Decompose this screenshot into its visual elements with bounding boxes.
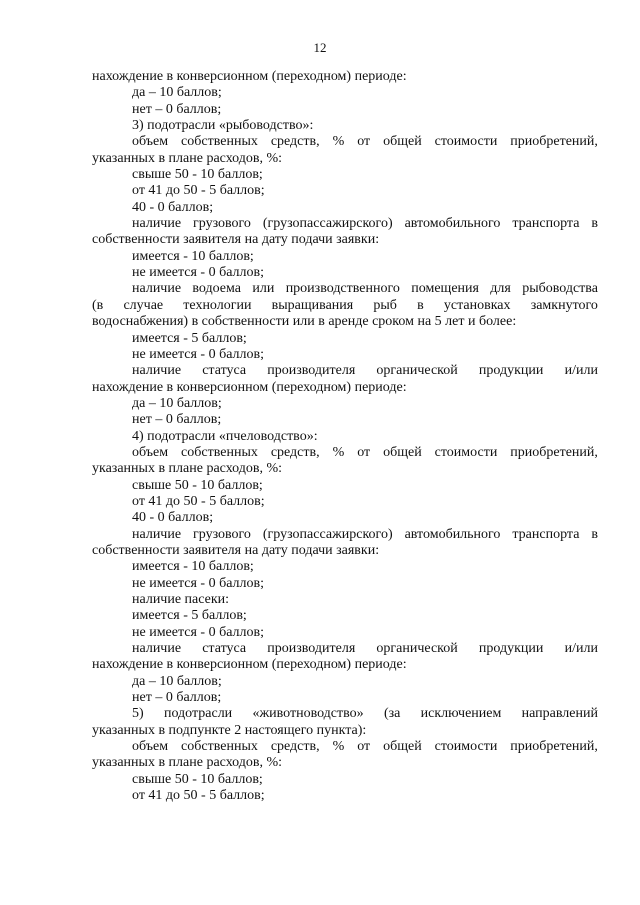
word: средств, (270, 134, 320, 150)
word: продукции (478, 641, 544, 657)
word: наличие (132, 363, 182, 379)
word: в (591, 216, 598, 232)
word: органической (376, 363, 458, 379)
word: приобретений, (510, 134, 598, 150)
text-line: указанных в плане расходов, %: (92, 150, 283, 166)
word: стоимости (434, 444, 498, 460)
word: производственного (285, 281, 400, 297)
text-line: да – 10 баллов; (132, 673, 222, 689)
text-line: 4) подотрасли «пчеловодство»: (132, 428, 318, 444)
word: транспорта (512, 216, 580, 232)
word: общей (383, 739, 422, 755)
text-line: нахождение в конверсионном (переходном) периоде: (92, 69, 407, 84)
text-line (92, 706, 598, 722)
text-line: указанных в плане расходов, %: (92, 461, 283, 477)
word: производителя (267, 363, 356, 379)
word: собственных (181, 134, 258, 150)
word: автомобильного (404, 526, 501, 542)
text-line: нет – 0 баллов; (132, 101, 222, 117)
text-line: да – 10 баллов; (132, 85, 222, 101)
word: транспорта (512, 526, 580, 542)
word: (в (92, 297, 104, 313)
word: установках (443, 297, 511, 313)
text-line: собственности заявителя на дату подачи заявки: (92, 232, 380, 248)
word: % (332, 444, 345, 460)
word: приобретений, (510, 444, 598, 460)
word: и/или (564, 363, 598, 379)
text-line (92, 641, 598, 657)
word: стоимости (434, 134, 498, 150)
text-line: собственности заявителя на дату подачи заявки: (92, 542, 380, 558)
word: средств, (270, 739, 320, 755)
text-line: не имеется - 0 баллов; (132, 346, 265, 362)
text-line: наличие пасеки: (132, 592, 230, 607)
text-line: нет – 0 баллов; (132, 412, 222, 428)
text-line: 40 - 0 баллов; (132, 510, 214, 526)
document-body (92, 69, 598, 804)
word: от (357, 444, 371, 460)
text-line: нахождение в конверсионном (переходном) периоде: (92, 379, 407, 395)
word: общей (383, 444, 422, 460)
word: органической (376, 641, 458, 657)
text-line: имеется - 10 баллов; (132, 559, 254, 575)
word: «животноводство» (252, 706, 364, 722)
word: подотрасли (163, 706, 233, 722)
text-line (92, 281, 598, 297)
word: собственных (181, 739, 258, 755)
word: технологии (183, 297, 252, 313)
word: объем (132, 134, 169, 150)
word: средств, (270, 444, 320, 460)
text-line: не имеется - 0 баллов; (132, 575, 265, 591)
text-line (92, 739, 598, 755)
text-line: 40 - 0 баллов; (132, 199, 214, 215)
text-line (92, 134, 598, 150)
word: продукции (478, 363, 544, 379)
text-line: имеется - 10 баллов; (132, 248, 254, 264)
word: стоимости (434, 739, 498, 755)
text-line: от 41 до 50 - 5 баллов; (132, 788, 265, 804)
word: собственных (181, 444, 258, 460)
word: объем (132, 444, 169, 460)
text-line: свыше 50 - 10 баллов; (132, 771, 263, 787)
word: случае (123, 297, 164, 313)
text-line: да – 10 баллов; (132, 395, 222, 411)
text-line: не имеется - 0 баллов; (132, 265, 265, 281)
word: 5) (132, 706, 144, 722)
word: водоема (192, 281, 242, 297)
word: для (490, 281, 511, 297)
word: грузового (193, 216, 251, 232)
word: наличие (132, 216, 182, 232)
word: в (417, 297, 424, 313)
word: наличие (132, 641, 182, 657)
word: статуса (202, 363, 247, 379)
word: от (357, 739, 371, 755)
text-line (92, 216, 598, 232)
word: замкнутого (530, 297, 598, 313)
text-line: свыше 50 - 10 баллов; (132, 167, 263, 183)
word: исключением (420, 706, 502, 722)
word: % (332, 739, 345, 755)
word: (грузопассажирского) (262, 216, 393, 232)
text-line (92, 527, 598, 543)
text-line: водоснабжения) в собственности или в аренде сроком на 5 лет и более: (92, 314, 517, 330)
word: общей (383, 134, 422, 150)
word: статуса (202, 641, 247, 657)
word: производителя (267, 641, 356, 657)
word: грузового (193, 526, 251, 542)
text-line (92, 445, 598, 461)
word: или (252, 281, 275, 297)
word: и/или (564, 641, 598, 657)
text-line: 3) подотрасли «рыбоводство»: (132, 118, 314, 134)
word: в (591, 526, 598, 542)
word: приобретений, (510, 739, 598, 755)
word: помещения (411, 281, 479, 297)
word: % (332, 134, 345, 150)
text-line: от 41 до 50 - 5 баллов; (132, 183, 265, 199)
text-line: нахождение в конверсионном (переходном) периоде: (92, 657, 407, 673)
word: рыбоводства (522, 281, 598, 297)
text-line (92, 298, 598, 314)
word: направлений (521, 706, 598, 722)
text-line: указанных в плане расходов, %: (92, 755, 283, 771)
page-number: 12 (313, 40, 327, 55)
text-line: свыше 50 - 10 баллов; (132, 477, 263, 493)
text-line: имеется - 5 баллов; (132, 330, 247, 346)
word: от (357, 134, 371, 150)
word: наличие (132, 281, 182, 297)
word: объем (132, 739, 169, 755)
text-line: указанных в подпункте 2 настоящего пункта): (92, 722, 367, 738)
text-line (92, 363, 598, 379)
word: рыб (373, 297, 397, 313)
text-line: не имеется - 0 баллов; (132, 624, 265, 640)
word: (за (383, 706, 401, 722)
text-line: нет – 0 баллов; (132, 690, 222, 706)
word: наличие (132, 526, 182, 542)
text-line: от 41 до 50 - 5 баллов; (132, 493, 265, 509)
text-line: имеется - 5 баллов; (132, 608, 247, 624)
word: выращивания (271, 297, 354, 313)
word: (грузопассажирского) (262, 526, 393, 542)
word: автомобильного (404, 216, 501, 232)
